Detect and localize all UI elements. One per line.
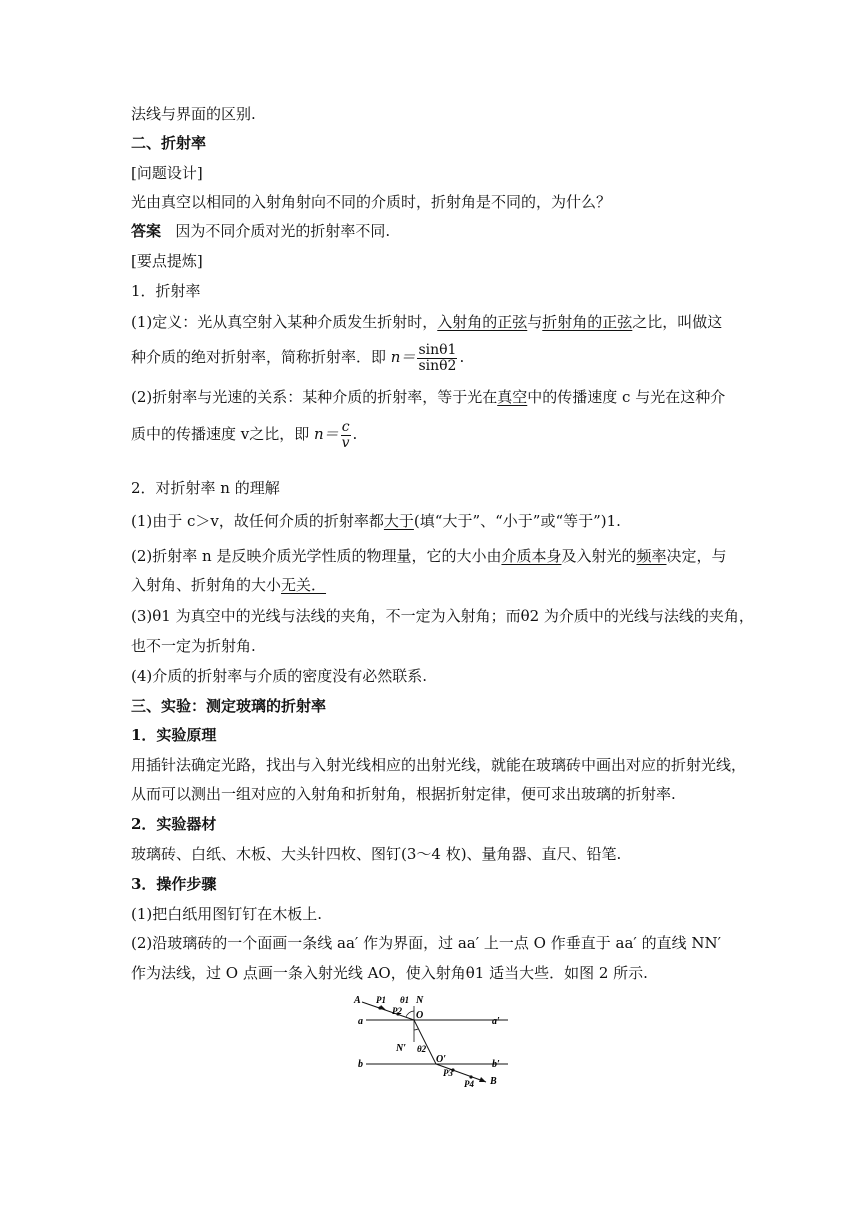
principle-text-2: 从而可以测出一组对应的入射角和折射角，根据折射定律，便可求出玻璃的折射率. [131, 785, 676, 803]
speed-fraction: $\frac{c}{v}$ [341, 418, 350, 451]
text-line: 法线与界面的区别. [131, 105, 256, 123]
label-N-prime: N′ [396, 1043, 407, 1054]
understanding-2a: (2)折射率 n 是反映介质光学性质的物理量，它的大小由介质本身及入射光的频率决定，与 [131, 547, 727, 565]
label-B: B [490, 1076, 497, 1087]
formula-fraction: $\frac{\sin\theta 1}{\sin\theta 2}$ [418, 341, 457, 374]
answer-line [131, 221, 390, 241]
understanding-4: (4)介质的折射率与介质的密度没有必然联系. [131, 667, 428, 685]
refraction-diagram [340, 990, 520, 1090]
principle-text-1: 用插针法确定光路，找出与入射光线相应的出射光线，就能在玻璃砖中画出对应的折射光线， [131, 756, 747, 774]
theta2-arc [414, 1029, 418, 1030]
label-A: A [354, 995, 361, 1006]
step-1: (1)把白纸用图钉钉在木板上. [131, 905, 323, 923]
definition-line-1: (1)定义：光从真空射入某种介质发生折射时，入射角的正弦与折射角的正弦之比，叫做这 [131, 313, 723, 331]
label-N: N [416, 995, 424, 1006]
label-P4: P4 [464, 1079, 474, 1089]
equipment-text: 玻璃砖、白纸、木板、大头针四枚、图钉(3～4 枚)、量角器、直尺、铅笔. [131, 845, 622, 863]
subheading-principle: 1．实验原理 [131, 726, 217, 744]
step-2a: (2)沿玻璃砖的一个面画一条线 aa′ 作为界面，过 aa′ 上一点 O 作垂直于 aa′ 的直线 NN′ [131, 934, 721, 952]
relation-line-2: 质中的传播速度 v之比，即 n＝ $\frac{c}{v}$ . [131, 418, 358, 451]
subheading-understanding: 2．对折射率 n 的理解 [131, 479, 280, 497]
subheading-equipment: 2．实验器材 [131, 815, 217, 833]
label-b-prime: b′ [492, 1059, 500, 1070]
pin-p1 [378, 1006, 381, 1009]
answer-label: 答案 [131, 222, 162, 240]
understanding-3a: (3)θ1 为真空中的光线与法线的夹角，不一定为入射角；而θ2 为介质中的光线与法线的夹角， [131, 607, 754, 625]
answer-text: 因为不同介质对光的折射率不同. [175, 222, 391, 240]
label-b: b [358, 1059, 363, 1070]
label-P1: P1 [376, 995, 386, 1005]
step-2b: 作为法线，过 O 点画一条入射光线 AO，使入射角θ1 适当大些．如图 2 所示. [131, 964, 648, 982]
understanding-3b: 也不一定为折射角. [131, 637, 256, 655]
arrow-emergent [479, 1077, 486, 1082]
refracted-ray [414, 1020, 436, 1064]
understanding-1: (1)由于 c＞v，故任何介质的折射率都大于(填“大于”、“小于”或“等于”)1. [131, 512, 621, 530]
subheading-steps: 3．操作步骤 [131, 875, 217, 893]
formula-lhs: n＝ [390, 348, 416, 366]
understanding-2b: 入射角、折射角的大小无关． [131, 576, 327, 594]
label-P2: P2 [392, 1006, 402, 1016]
label-O: O [416, 1010, 424, 1021]
label-a-prime: a′ [492, 1016, 500, 1027]
relation-line-1: (2)折射率与光速的关系：某种介质的折射率，等于光在真空中的传播速度 c 与光在这种介 [131, 388, 726, 406]
label-a: a [358, 1016, 363, 1027]
key-points-label: [要点提炼] [131, 252, 203, 270]
label-P3: P3 [443, 1068, 453, 1078]
section-heading-refractive-index: 二、折射率 [131, 134, 207, 152]
subheading-refractive-index: 1．折射率 [131, 282, 201, 300]
label-theta2: θ2 [417, 1044, 427, 1054]
label-theta1: θ1 [400, 995, 410, 1005]
label-O-prime: O′ [436, 1054, 447, 1065]
theta1-arc [406, 1011, 414, 1017]
question-text: 光由真空以相同的入射角射向不同的介质时，折射角是不同的，为什么？ [131, 193, 612, 211]
question-design-label: [问题设计] [131, 164, 203, 182]
section-heading-experiment: 三、实验：测定玻璃的折射率 [131, 697, 327, 715]
definition-line-2: 种介质的绝对折射率，简称折射率．即 n＝ $\frac{\sin\theta 1}{\sin\theta 2}$ . [131, 341, 465, 374]
